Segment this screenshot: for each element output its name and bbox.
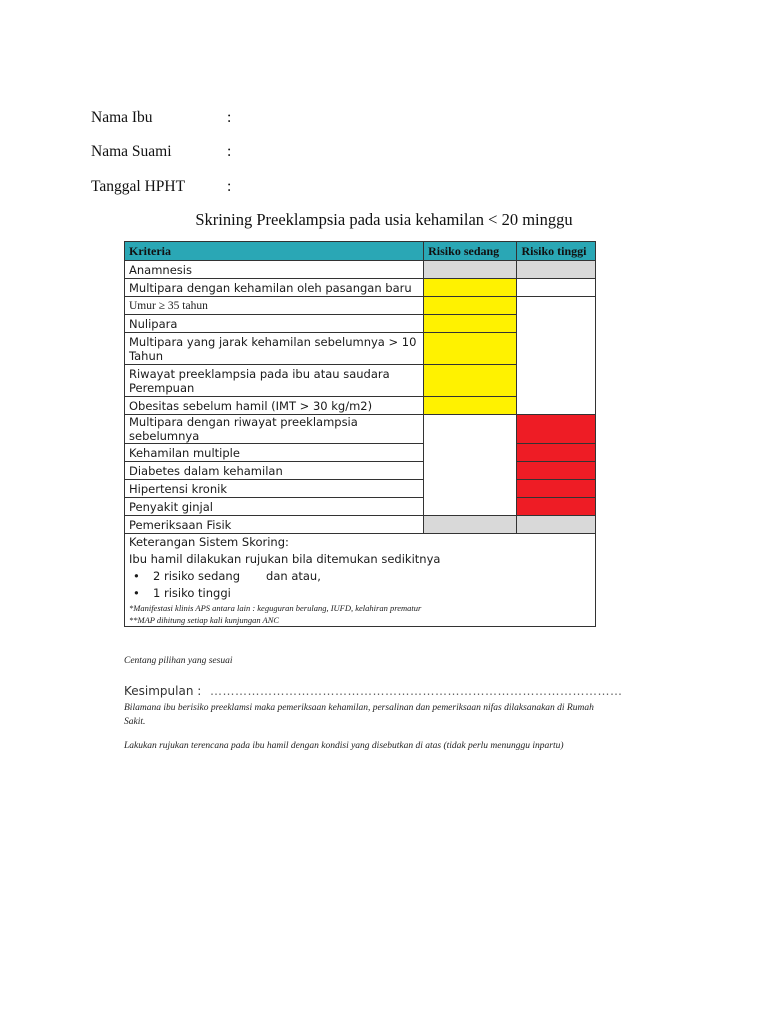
criteria-cell: Riwayat preeklampsia pada ibu atau saudara Perempuan: [125, 365, 424, 397]
screening-title: Skrining Preeklampsia pada usia kehamilan < 20 minggu: [195, 210, 573, 229]
conclusion-label-text: Kesimpulan: [124, 684, 194, 698]
scoring-bullet-high: [129, 585, 591, 602]
anamnesis-section-label: Anamnesis: [125, 261, 424, 279]
criteria-cell: Obesitas sebelum hamil (IMT > 30 kg/m2): [125, 397, 424, 415]
hpht-date-row: [91, 178, 231, 196]
criteria-cell: Multipara yang jarak kehamilan sebelumnya > 10 Tahun: [125, 333, 424, 365]
high-risk-checkbox-cell[interactable]: [517, 498, 596, 516]
footnote-map: **MAP dihitung setiap kali kunjungan ANC: [129, 615, 280, 625]
husband-name-row: [91, 143, 231, 161]
medium-risk-checkbox-cell[interactable]: [424, 315, 517, 333]
medium-risk-checkbox-cell[interactable]: [424, 333, 517, 365]
hpht-date-colon: :: [227, 178, 232, 195]
husband-name-label: Nama Suami: [91, 143, 172, 160]
screening-table: [124, 241, 596, 627]
table-row: [125, 480, 596, 498]
bullet-dot: •: [133, 586, 140, 600]
planned-referral-paragraph: Lakukan rujukan terencana pada ibu hamil dengan kondisi yang disebutkan di atas (tidak perlu menunggu inpartu): [124, 741, 564, 751]
high-risk-checkbox-cell[interactable]: [517, 444, 596, 462]
conclusion-colon: :: [197, 684, 202, 698]
criteria-cell: Kehamilan multiple: [125, 444, 424, 462]
table-row: [125, 498, 596, 516]
scoring-notes-heading: Keterangan Sistem Skoring:: [129, 535, 289, 549]
high-risk-checkbox-cell[interactable]: [517, 480, 596, 498]
physical-medium-cell: [424, 516, 517, 534]
bullet-high-text: 1 risiko tinggi: [153, 586, 231, 600]
table-row: [125, 444, 596, 462]
medium-risk-header: Risiko sedang: [424, 242, 517, 261]
criteria-cell: Diabetes dalam kehamilan: [125, 462, 424, 480]
referral-paragraph: Bilamana ibu berisiko preeklamsi maka pemeriksaan kehamilan, persalinan dan pemeriksaan nifas dilaksanakan di Rumah Sakit.: [124, 703, 594, 727]
mother-name-row: [91, 109, 231, 127]
criteria-cell: Multipara dengan kehamilan oleh pasangan baru: [125, 279, 424, 297]
table-row: [125, 415, 596, 444]
scoring-notes-row: [125, 534, 596, 627]
high-risk-checkbox-cell[interactable]: [517, 415, 596, 444]
table-header-row: [125, 242, 596, 261]
medium-risk-empty-block: [424, 415, 517, 516]
criteria-cell: Nulipara: [125, 315, 424, 333]
husband-name-colon: :: [227, 143, 232, 160]
bullet-dot: •: [133, 569, 140, 583]
high-risk-empty-block: [517, 297, 596, 415]
conclusion-label: [124, 684, 210, 698]
physical-exam-section-row: [125, 516, 596, 534]
high-risk-empty-cell: [517, 279, 596, 297]
mother-name-colon: :: [227, 109, 232, 126]
medium-risk-checkbox-cell[interactable]: [424, 397, 517, 415]
table-row: [125, 462, 596, 480]
criteria-cell: Penyakit ginjal: [125, 498, 424, 516]
check-instruction: Centang pilihan yang sesuai: [124, 656, 233, 666]
criteria-cell: Umur ≥ 35 tahun: [125, 297, 424, 315]
physical-high-cell: [517, 516, 596, 534]
bullet-medium-text: 2 risiko sedang: [153, 569, 241, 583]
anamnesis-high-cell: [517, 261, 596, 279]
scoring-notes-intro: Ibu hamil dilakukan rujukan bila ditemukan sedikitnya: [129, 552, 441, 566]
criteria-cell: Hipertensi kronik: [125, 480, 424, 498]
medium-risk-checkbox-cell[interactable]: [424, 297, 517, 315]
anamnesis-section-row: [125, 261, 596, 279]
scoring-bullet-medium: [129, 568, 591, 585]
conclusion-row: [124, 684, 623, 698]
bullet-medium-suffix: dan atau,: [266, 569, 321, 583]
scoring-notes-cell: [125, 534, 596, 627]
criteria-cell: Multipara dengan riwayat preeklampsia sebelumnya: [125, 415, 424, 444]
high-risk-checkbox-cell[interactable]: [517, 462, 596, 480]
medium-risk-checkbox-cell[interactable]: [424, 365, 517, 397]
hpht-date-label: Tanggal HPHT: [91, 178, 186, 195]
criteria-header: Kriteria: [125, 242, 424, 261]
physical-exam-section-label: Pemeriksaan Fisik: [125, 516, 424, 534]
mother-name-label: Nama Ibu: [91, 109, 153, 126]
table-row: [125, 297, 596, 315]
high-risk-header: Risiko tinggi: [517, 242, 596, 261]
conclusion-input-line[interactable]: ………………………………………………………………………………………: [210, 684, 623, 698]
anamnesis-medium-cell: [424, 261, 517, 279]
table-row: [125, 279, 596, 297]
footnote-aps: *Manifestasi klinis APS antara lain : keguguran berulang, IUFD, kelahiran prematur: [129, 603, 422, 613]
medium-risk-checkbox-cell[interactable]: [424, 279, 517, 297]
